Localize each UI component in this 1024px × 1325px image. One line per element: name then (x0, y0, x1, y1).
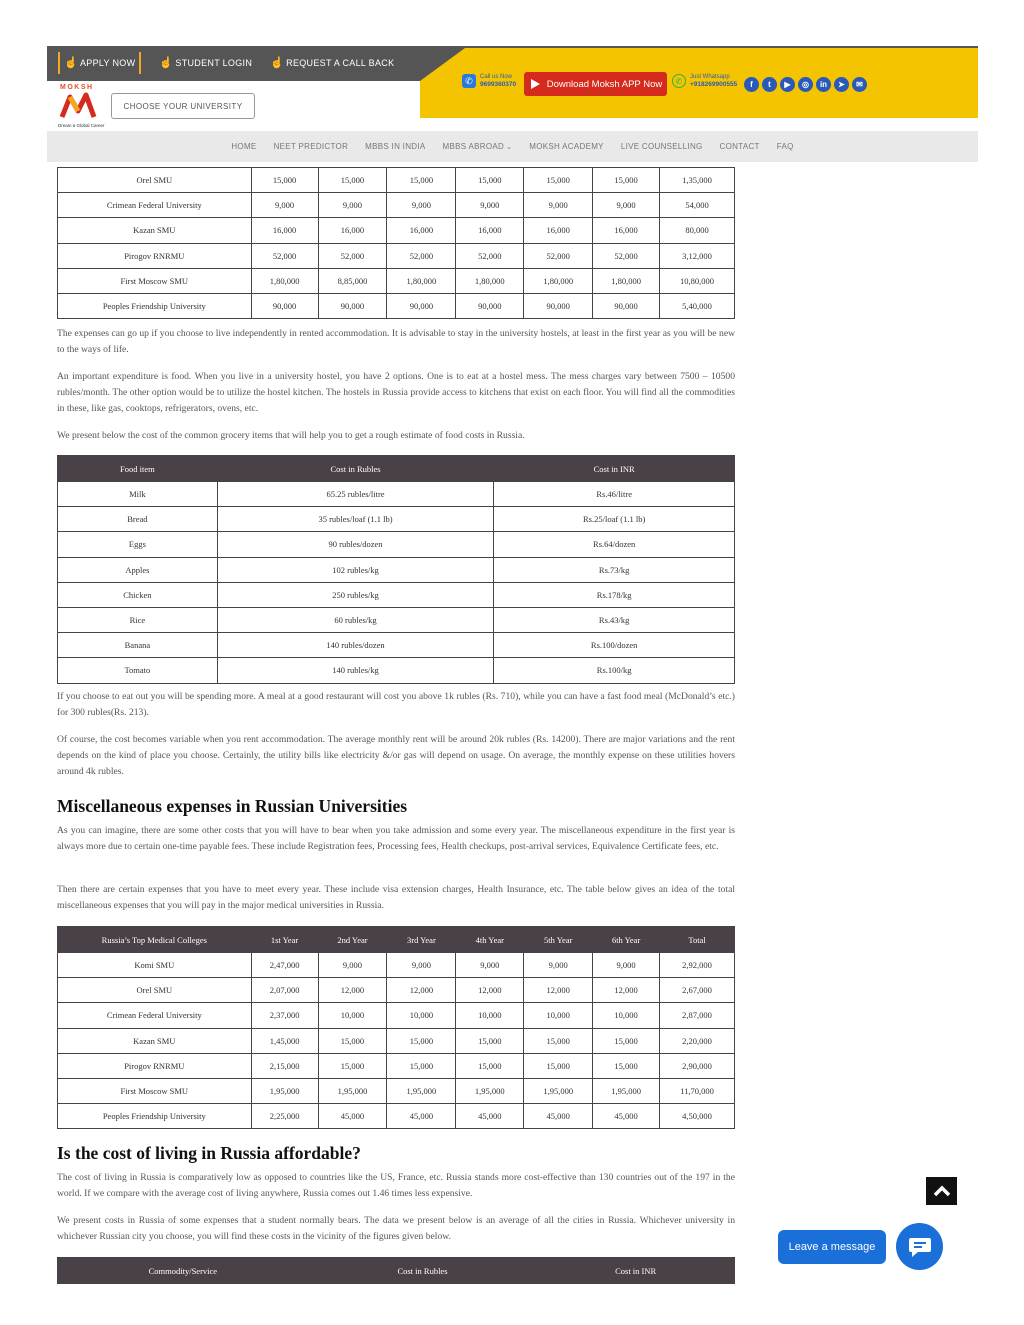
table-cell: Pirogov RNRMU (58, 1053, 252, 1078)
para-afford: The cost of living in Russia is comparatively low as opposed to countries like the US, France, etc. Russia stands more cost-effective than 130 countries out of the 197 in the world. If we compare with the average cost of living anywhere, Russia comes out 1.46 times less expensive. (57, 1172, 735, 1199)
table-cell: Rs.100/kg (494, 658, 735, 683)
table-cell: 15,000 (593, 1028, 660, 1053)
chat-bubble-icon (908, 1236, 932, 1258)
table-cell: 1,95,000 (251, 1078, 318, 1103)
table-cell: Rice (58, 607, 218, 632)
table-row (58, 218, 735, 243)
table-cell: 16,000 (456, 218, 524, 243)
table-row (58, 168, 735, 193)
table-cell: 15,000 (593, 168, 660, 193)
table-row (58, 1028, 735, 1053)
table-cell: 2,87,000 (660, 1003, 735, 1028)
phone-icon: ✆ (462, 74, 476, 88)
table-cell: 15,000 (593, 1053, 660, 1078)
table-cell: 16,000 (318, 218, 387, 243)
para-accommodation: The expenses can go up if you choose to live independently in rented accommodation. It is advisable to stay in the university hostels, at least in the first year as you will be new to the ways of life. (57, 328, 735, 355)
table-header-cell: 2nd Year (318, 927, 387, 953)
table-cell: 1,80,000 (456, 268, 524, 293)
whatsapp-icon: ✆ (672, 74, 686, 88)
whatsapp-contact[interactable]: ✆ Just Whatsapp +918269900555 (672, 74, 737, 88)
para-annual-expenses: Then there are certain expenses that you have to meet every year. These include visa extension charges, Health Insurance, etc. The table below gives an idea of the total miscellaneous expenses that you will pay in the major medical universities in Russia. (57, 884, 735, 911)
table-cell: 1,80,000 (524, 268, 593, 293)
table-cell: Peoples Friendship University (58, 293, 252, 318)
table-cell: 12,000 (387, 978, 456, 1003)
table-cell: Komi SMU (58, 953, 252, 978)
table-cell: 2,67,000 (660, 978, 735, 1003)
table-cell: 140 rubles/dozen (217, 633, 494, 658)
table-row (58, 193, 735, 218)
linkedin-icon[interactable]: in (816, 77, 831, 92)
table-cell: 10,000 (456, 1003, 524, 1028)
table-cell: 4,50,000 (660, 1104, 735, 1129)
para-grocery-intro: We present below the cost of the common grocery items that will help you to get a rough estimate of food costs in Russia. (57, 430, 525, 441)
table-cell: 5,40,000 (660, 293, 735, 318)
nav-home[interactable]: HOME (231, 142, 257, 151)
table-cell: 2,47,000 (251, 953, 318, 978)
table-cell: 12,000 (593, 978, 660, 1003)
table-cell: 16,000 (524, 218, 593, 243)
table-cell: 15,000 (318, 1028, 387, 1053)
table-cell: 12,000 (456, 978, 524, 1003)
table-cell: Chicken (58, 582, 218, 607)
heading-misc: Miscellaneous expenses in Russian Universities (57, 796, 408, 816)
table-row (58, 482, 735, 507)
table-cell: 15,000 (318, 168, 387, 193)
table-cell: 1,35,000 (660, 168, 735, 193)
mail-icon[interactable]: ✉ (852, 77, 867, 92)
table-cell: 90,000 (251, 293, 318, 318)
table-cell: 12,000 (318, 978, 387, 1003)
heading-misc-section (57, 796, 735, 817)
misc-table-body (58, 953, 735, 1129)
table-cell: 90 rubles/dozen (217, 532, 494, 557)
table-cell: 9,000 (593, 193, 660, 218)
table-cell: Rs.178/kg (494, 582, 735, 607)
table-row (58, 633, 735, 658)
table-cell: 1,95,000 (456, 1078, 524, 1103)
table-cell: 15,000 (387, 168, 456, 193)
table-cell: 9,000 (387, 953, 456, 978)
table-cell: Kazan SMU (58, 218, 252, 243)
table-row (58, 658, 735, 683)
heading-afford: Is the cost of living in Russia affordable? (57, 1143, 361, 1163)
table-cell: 52,000 (251, 243, 318, 268)
moksh-logo[interactable]: MOKSH Dream a Global Career (58, 84, 105, 128)
table-cell: 140 rubles/kg (217, 658, 494, 683)
table-cell: 2,92,000 (660, 953, 735, 978)
table-cell: 10,000 (387, 1003, 456, 1028)
table-cell: 15,000 (251, 168, 318, 193)
table-cell: 52,000 (387, 243, 456, 268)
table-row (58, 1003, 735, 1028)
table-cell: 10,000 (318, 1003, 387, 1028)
table-row (58, 607, 735, 632)
table-cell: First Moscow SMU (58, 268, 252, 293)
table-header-cell: 5th Year (524, 927, 593, 953)
table-cell: 90,000 (318, 293, 387, 318)
table-header-cell: Cost in INR (537, 1258, 735, 1284)
commodity-table-header (58, 1258, 735, 1284)
table-cell: 15,000 (456, 1028, 524, 1053)
apply-now-link[interactable]: ☝ APPLY NOW (58, 52, 141, 74)
table-cell: 11,70,000 (660, 1078, 735, 1103)
table-cell: 16,000 (593, 218, 660, 243)
table-cell: 15,000 (524, 1053, 593, 1078)
table-cell: 9,000 (387, 193, 456, 218)
misc-table-header (58, 927, 735, 953)
table-cell: 2,25,000 (251, 1104, 318, 1129)
table-row (58, 1053, 735, 1078)
table-cell: Peoples Friendship University (58, 1104, 252, 1129)
leave-message-button[interactable]: Leave a message (778, 1230, 886, 1264)
table-cell: 45,000 (593, 1104, 660, 1129)
table-cell: Rs.43/kg (494, 607, 735, 632)
table-cell: 90,000 (387, 293, 456, 318)
nav-contact[interactable]: CONTACT (719, 142, 760, 151)
table-row (58, 293, 735, 318)
table-cell: 1,95,000 (524, 1078, 593, 1103)
table-cell: 15,000 (524, 168, 593, 193)
table-cell: 15,000 (524, 1028, 593, 1053)
table-row (58, 268, 735, 293)
table-cell: Rs.25/loaf (1.1 lb) (494, 507, 735, 532)
table-row (58, 953, 735, 978)
table-cell: 15,000 (387, 1053, 456, 1078)
table-cell: Kazan SMU (58, 1028, 252, 1053)
nav-neet-predictor[interactable]: NEET PREDICTOR (273, 142, 349, 151)
table-header-cell: Commodity/Service (58, 1258, 309, 1284)
table-cell: Crimean Federal University (58, 193, 252, 218)
table-cell: 1,80,000 (593, 268, 660, 293)
twitter-icon[interactable]: t (762, 77, 777, 92)
table-row (58, 507, 735, 532)
table-cell: 9,000 (593, 953, 660, 978)
table-cell: 80,000 (660, 218, 735, 243)
misc-table-section (57, 926, 735, 1129)
table-cell: 52,000 (456, 243, 524, 268)
choose-university-button[interactable]: CHOOSE YOUR UNIVERSITY (111, 93, 255, 119)
table-header-cell: Food item (58, 456, 218, 482)
table-row (58, 1078, 735, 1103)
para-misc: As you can imagine, there are some other costs that you will have to bear when you take admission and some every year. The miscellaneous expenditure in the first year is always more due to certain one-time payable fees. These include Registration fees, Processing fees, Health checkups, post-arrival services, Equivalence Certificate fees, etc. (57, 825, 735, 852)
facebook-icon[interactable]: f (744, 77, 759, 92)
download-app-button[interactable]: Download Moksh APP Now (524, 72, 667, 96)
table-cell: 1,95,000 (593, 1078, 660, 1103)
table-row (58, 557, 735, 582)
table-cell: 10,000 (524, 1003, 593, 1028)
table-cell: 1,80,000 (387, 268, 456, 293)
pointer-hand-icon: ☝ (159, 56, 174, 69)
table-cell: 90,000 (524, 293, 593, 318)
table-cell: Rs.64/dozen (494, 532, 735, 557)
living-cost-table (57, 167, 735, 319)
table-cell: Eggs (58, 532, 218, 557)
nav-mbbs-abroad[interactable]: MBBS ABROAD ⌄ (442, 142, 513, 151)
table-cell: 10,80,000 (660, 268, 735, 293)
table-row (58, 978, 735, 1003)
table-header-cell: 3rd Year (387, 927, 456, 953)
table-cell: 9,000 (456, 193, 524, 218)
table-cell: 15,000 (456, 168, 524, 193)
call-us[interactable]: ✆ Call us Now 9699360370 (462, 74, 516, 88)
table-cell: 52,000 (524, 243, 593, 268)
table-cell: 1,80,000 (251, 268, 318, 293)
table-cell: 54,000 (660, 193, 735, 218)
table-cell: 12,000 (524, 978, 593, 1003)
pointer-hand-icon: ☝ (64, 56, 78, 69)
food-cost-table (57, 455, 735, 684)
table-cell: 9,000 (318, 953, 387, 978)
table-cell: 16,000 (251, 218, 318, 243)
table-cell: 45,000 (387, 1104, 456, 1129)
table-row (58, 243, 735, 268)
chevron-down-icon: ⌄ (506, 144, 513, 151)
scroll-to-top-button[interactable] (926, 1177, 957, 1205)
nav-faq[interactable]: FAQ (776, 142, 794, 151)
table-cell: Crimean Federal University (58, 1003, 252, 1028)
table-cell: 2,90,000 (660, 1053, 735, 1078)
table-cell: 2,37,000 (251, 1003, 318, 1028)
food-table-section (57, 455, 735, 684)
table-cell: 9,000 (524, 953, 593, 978)
chevron-up-icon (933, 1185, 951, 1197)
table-cell: 1,95,000 (387, 1078, 456, 1103)
table-cell: 15,000 (456, 1053, 524, 1078)
request-call-back-link[interactable]: ☝ REQUEST A CALL BACK (270, 56, 395, 69)
table-cell: Milk (58, 482, 218, 507)
para-food: An important expenditure is food. When you live in a university hostel, you have 2 options. One is to eat at a hostel mess. The mess charges vary between 7500 – 10500 rubles/month. The other option would be to utilize the hostel kitchen. The hostels in Russia provide access to kitchens that exist on each floor. You will find all the commodities in these, like gas, cooktops, refrigerators, ovens, etc. (57, 371, 735, 414)
table-header-cell: Cost in Rubles (308, 1258, 537, 1284)
table-cell: Rs.46/litre (494, 482, 735, 507)
table-cell: Bread (58, 507, 218, 532)
youtube-icon[interactable]: ▶ (780, 77, 795, 92)
table-header-cell: 1st Year (251, 927, 318, 953)
nav-moksh-academy[interactable]: MOKSH ACADEMY (529, 142, 604, 151)
table-cell: 2,07,000 (251, 978, 318, 1003)
student-login-link[interactable]: ☝ STUDENT LOGIN (159, 56, 253, 69)
table-cell: 1,45,000 (251, 1028, 318, 1053)
table-cell: Apples (58, 557, 218, 582)
table-cell: First Moscow SMU (58, 1078, 252, 1103)
table-cell: 8,85,000 (318, 268, 387, 293)
table-cell: 15,000 (387, 1028, 456, 1053)
table-cell: Rs.73/kg (494, 557, 735, 582)
living-cost-table-body (58, 168, 735, 319)
table-cell: 45,000 (318, 1104, 387, 1129)
table-row (58, 1104, 735, 1129)
table-cell: 102 rubles/kg (217, 557, 494, 582)
table-cell: 9,000 (456, 953, 524, 978)
table-row (58, 582, 735, 607)
table-cell: 90,000 (593, 293, 660, 318)
misc-expense-table (57, 926, 735, 1129)
commodity-table (57, 1257, 735, 1284)
table-cell: 250 rubles/kg (217, 582, 494, 607)
heading-afford-section (57, 1143, 735, 1164)
table-cell: 35 rubles/loaf (1.1 lb) (217, 507, 494, 532)
para-rent: Of course, the cost becomes variable when you rent accommodation. The average monthly rent will be around 20k rubles (Rs. 14200). There are major variations and the rent depends on the kind of place you choose. Certainly, the utility bills like electricity &/or gas will depend on usage. On average, the monthly expense on these utilities hovers around 4k rubles. (57, 734, 735, 777)
table-cell: 9,000 (251, 193, 318, 218)
para-eating-out: If you choose to eat out you will be spending more. A meal at a good restaurant will cost you above 1k rubles (Rs. 710), while you can have a fast food meal (McDonald’s etc.) for 300 rubles(Rs. 213). (57, 691, 735, 718)
table-cell: Orel SMU (58, 978, 252, 1003)
table-header-cell: Cost in INR (494, 456, 735, 482)
table-cell: 9,000 (524, 193, 593, 218)
table-cell: 15,000 (318, 1053, 387, 1078)
nav-mbbs-in-india[interactable]: MBBS IN INDIA (365, 142, 426, 151)
table-cell: 1,95,000 (318, 1078, 387, 1103)
table-cell: 9,000 (318, 193, 387, 218)
social-links (744, 77, 867, 92)
chat-button[interactable] (896, 1223, 943, 1270)
main-nav (47, 131, 978, 162)
table-cell: Orel SMU (58, 168, 252, 193)
table-cell: 90,000 (456, 293, 524, 318)
table-cell: 2,15,000 (251, 1053, 318, 1078)
table-cell: 2,20,000 (660, 1028, 735, 1053)
table-header-cell: Cost in Rubles (217, 456, 494, 482)
table-header-cell: Total (660, 927, 735, 953)
table-cell: 65.25 rubles/litre (217, 482, 494, 507)
instagram-icon[interactable]: ◎ (798, 77, 813, 92)
table-cell: 10,000 (593, 1003, 660, 1028)
table-cell: Rs.100/dozen (494, 633, 735, 658)
play-store-icon (529, 78, 541, 90)
table-cell: Tomato (58, 658, 218, 683)
table-cell: 3,12,000 (660, 243, 735, 268)
table-cell: Pirogov RNRMU (58, 243, 252, 268)
nav-live-counselling[interactable]: LIVE COUNSELLING (620, 142, 703, 151)
table-header-cell: 4th Year (456, 927, 524, 953)
table-cell: 45,000 (524, 1104, 593, 1129)
table-cell: 16,000 (387, 218, 456, 243)
table-row (58, 532, 735, 557)
commodity-table-section (57, 1257, 735, 1284)
table-cell: 45,000 (456, 1104, 524, 1129)
food-table-header (58, 456, 735, 482)
living-cost-table-section (57, 167, 735, 319)
table-header-cell: 6th Year (593, 927, 660, 953)
top-links (58, 52, 394, 74)
para-city-costs: We present costs in Russia of some expenses that a student normally bears. The data we present below is an average of all the cities in Russia. Whichever university in whichever Russian city you choose, you will find these costs in the vicinity of the figures given below. (57, 1215, 735, 1242)
pointer-hand-icon: ☝ (270, 56, 285, 69)
table-cell: 52,000 (593, 243, 660, 268)
food-table-body (58, 482, 735, 684)
table-cell: 60 rubles/kg (217, 607, 494, 632)
table-cell: 52,000 (318, 243, 387, 268)
table-cell: Banana (58, 633, 218, 658)
table-header-cell: Russia’s Top Medical Colleges (58, 927, 252, 953)
telegram-icon[interactable]: ➤ (834, 77, 849, 92)
